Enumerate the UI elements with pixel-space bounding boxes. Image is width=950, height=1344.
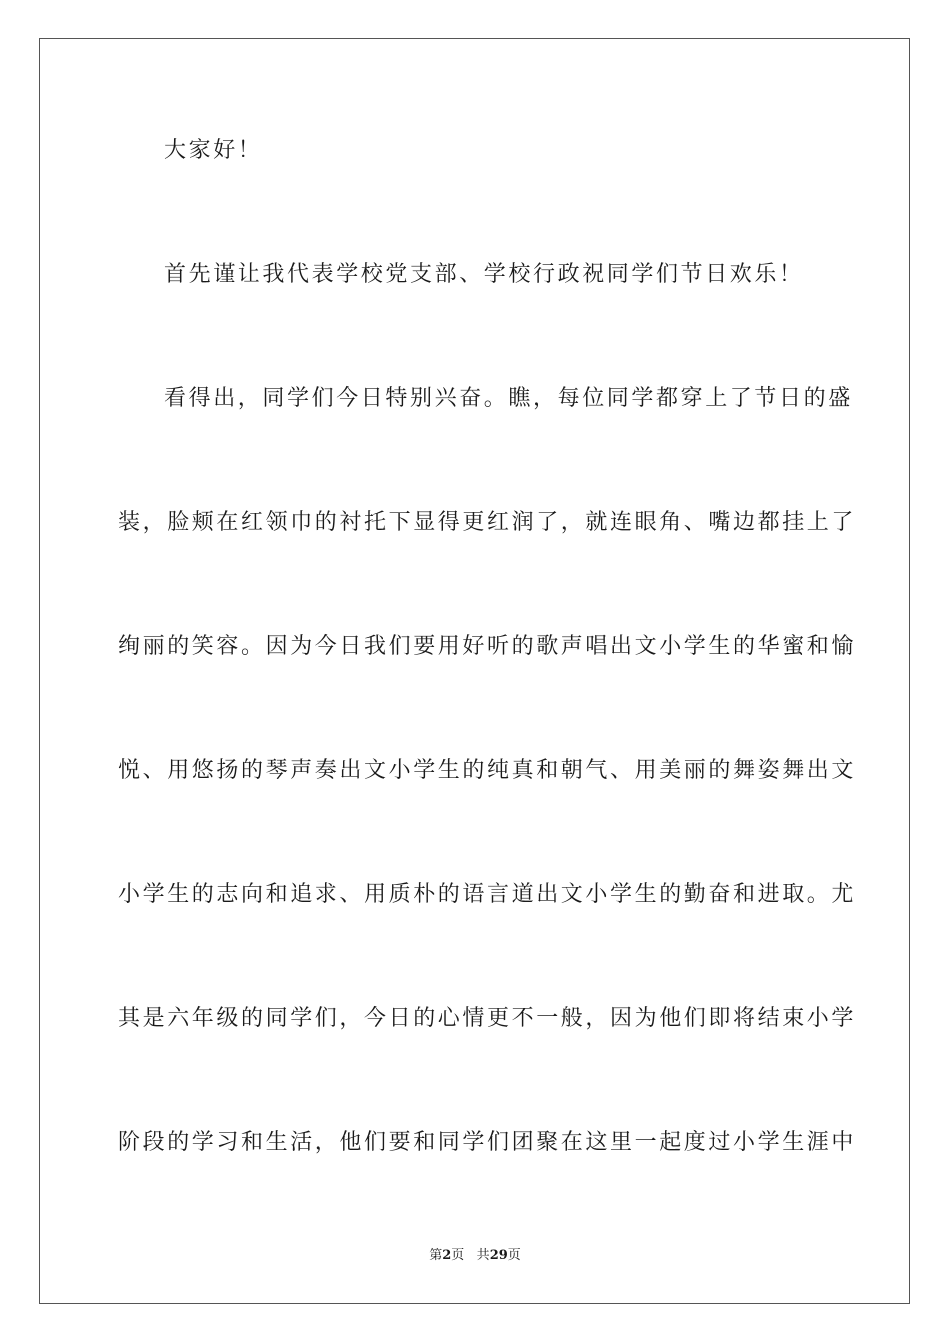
total-pages: 29 xyxy=(489,1248,508,1263)
page-prefix: 第 xyxy=(429,1248,443,1263)
paragraph-2-line-2: 装，脸颊在红领巾的衬托下显得更红润了，就连眼角、嘴边都挂上了 xyxy=(118,510,857,535)
paragraph-2-line-3: 绚丽的笑容。因为今日我们要用好听的歌声唱出文小学生的华蜜和愉 xyxy=(118,634,857,659)
page-number: 2 xyxy=(442,1248,452,1263)
total-prefix: 共 xyxy=(476,1248,490,1263)
total-suffix: 页 xyxy=(507,1248,521,1263)
page-footer xyxy=(0,1246,950,1266)
paragraph-2-line-7: 阶段的学习和生活，他们要和同学们团聚在这里一起度过小学生涯中 xyxy=(118,1130,857,1155)
greeting-line: 大家好！ xyxy=(164,138,263,163)
paragraph-2-line-6: 其是六年级的同学们，今日的心情更不一般，因为他们即将结束小学 xyxy=(118,1006,857,1031)
paragraph-2-line-5: 小学生的志向和追求、用质朴的语言道出文小学生的勤奋和进取。尤 xyxy=(118,882,857,907)
paragraph-2-line-4: 悦、用悠扬的琴声奏出文小学生的纯真和朝气、用美丽的舞姿舞出文 xyxy=(118,758,857,783)
paragraph-2-line-1: 看得出，同学们今日特别兴奋。瞧，每位同学都穿上了节日的盛 xyxy=(164,386,853,411)
paragraph-1-line-1: 首先谨让我代表学校党支部、学校行政祝同学们节日欢乐！ xyxy=(164,262,804,287)
page-frame xyxy=(39,38,910,1304)
page-suffix: 页 xyxy=(451,1248,465,1263)
